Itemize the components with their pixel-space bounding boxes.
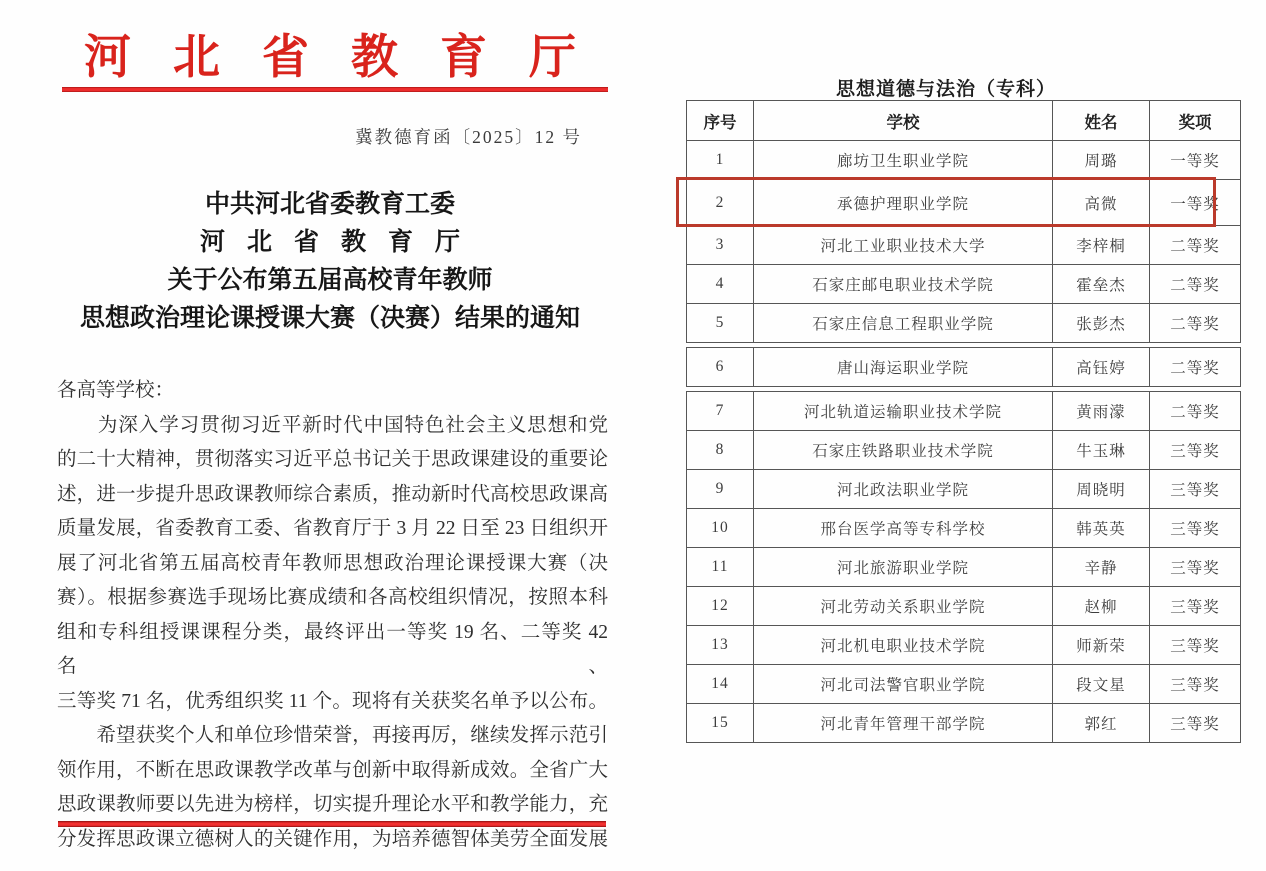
body-line: 为深入学习贯彻习近平新时代中国特色社会主义思想和党 — [57, 414, 608, 436]
cell-name: 韩英英 — [1053, 509, 1150, 548]
table-row — [687, 141, 1241, 180]
cell-award: 三等奖 — [1150, 509, 1241, 548]
award-table — [686, 100, 1220, 743]
cell-school: 河北工业职业技术大学 — [754, 226, 1053, 265]
table-row — [687, 180, 1241, 226]
table-row — [687, 392, 1241, 431]
cell-name: 师新荣 — [1053, 626, 1150, 665]
body-line: 思政课教师要以先进为榜样，切实提升理论水平和教学能力，充 — [57, 794, 608, 815]
cell-seq: 4 — [687, 265, 754, 304]
cell-school: 廊坊卫生职业学院 — [754, 141, 1053, 180]
col-header-seq: 序号 — [687, 101, 754, 141]
table-row — [687, 509, 1241, 548]
cell-seq: 15 — [687, 704, 754, 743]
cell-award: 二等奖 — [1150, 392, 1241, 431]
body-line: 述，进一步提升思政课教师综合素质，推动新时代高校思政课高 — [57, 483, 608, 505]
cell-seq: 6 — [687, 348, 754, 387]
title-line-1: 中共河北省委教育工委 — [204, 191, 455, 218]
cell-award: 一等奖 — [1150, 180, 1241, 226]
cell-name: 段文星 — [1053, 665, 1150, 704]
table-row — [687, 304, 1241, 343]
body-line: 各高等学校： — [57, 380, 175, 401]
award-table-segment-2 — [686, 347, 1241, 387]
table-row — [687, 265, 1241, 304]
cell-award: 三等奖 — [1150, 626, 1241, 665]
body-line: 希望获奖个人和单位珍惜荣誉，再接再厉，继续发挥示范引 — [57, 725, 608, 746]
cell-seq: 8 — [687, 431, 754, 470]
table-row — [687, 548, 1241, 587]
body-line: 赛）。根据参赛选手现场比赛成绩和各高校组织情况，按照本科 — [57, 587, 608, 608]
award-table-segment-3 — [686, 391, 1241, 743]
title-line-2: 河北省教育厅 — [199, 229, 482, 256]
col-header-award: 奖项 — [1150, 101, 1241, 141]
table-title: 思想道德与法治（专科） — [835, 79, 1056, 100]
cell-seq: 9 — [687, 470, 754, 509]
letterhead-red-rule — [62, 87, 608, 92]
cell-award: 一等奖 — [1150, 141, 1241, 180]
cell-name: 郭红 — [1053, 704, 1150, 743]
cell-award: 二等奖 — [1150, 226, 1241, 265]
cell-seq: 1 — [687, 141, 754, 180]
cell-school: 河北轨道运输职业技术学院 — [754, 392, 1053, 431]
body-line: 质量发展，省委教育工委、省教育厅于 3 月 22 日至 23 日组织开 — [57, 518, 608, 539]
table-row — [687, 587, 1241, 626]
notice-title — [20, 186, 640, 338]
body-line: 三等奖 71 名，优秀组织奖 11 个。现将有关获奖名单予以公布。 — [57, 690, 608, 712]
cell-name: 周晓明 — [1053, 470, 1150, 509]
cell-name: 霍垒杰 — [1053, 265, 1150, 304]
cell-seq: 13 — [687, 626, 754, 665]
body-line: 组和专科组授课课程分类，最终评出一等奖 19 名、二等奖 42 名、 — [57, 621, 608, 677]
cell-name: 高微 — [1053, 180, 1150, 226]
cell-award: 三等奖 — [1150, 665, 1241, 704]
cell-name: 张彭杰 — [1053, 304, 1150, 343]
body-line: 领作用，不断在思政课教学改革与创新中取得新成效。全省广大 — [57, 759, 608, 781]
cell-name: 赵柳 — [1053, 587, 1150, 626]
cell-seq: 2 — [687, 180, 754, 226]
notice-body — [57, 374, 608, 857]
cell-award: 三等奖 — [1150, 470, 1241, 509]
cell-award: 三等奖 — [1150, 431, 1241, 470]
body-line: 的二十大精神，贯彻落实习近平总书记关于思政课建设的重要论 — [57, 449, 608, 470]
cell-seq: 12 — [687, 587, 754, 626]
cell-school: 石家庄邮电职业技术学院 — [754, 265, 1053, 304]
cell-award: 二等奖 — [1150, 265, 1241, 304]
cell-school: 河北劳动关系职业学院 — [754, 587, 1053, 626]
cell-school: 河北政法职业学院 — [754, 470, 1053, 509]
table-row — [687, 348, 1241, 387]
document-number: 冀教德育函〔2025〕12 号 — [355, 127, 582, 147]
cell-seq: 10 — [687, 509, 754, 548]
cell-name: 周璐 — [1053, 141, 1150, 180]
table-row — [687, 470, 1241, 509]
table-header-row — [687, 101, 1241, 141]
award-table-page — [660, 0, 1266, 871]
cell-name: 黄雨濛 — [1053, 392, 1150, 431]
table-row — [687, 226, 1241, 265]
award-table-segment-1 — [686, 100, 1241, 343]
cell-school: 河北机电职业技术学院 — [754, 626, 1053, 665]
table-row — [687, 431, 1241, 470]
title-line-3: 关于公布第五届高校青年教师 — [167, 267, 493, 294]
cell-name: 高钰婷 — [1053, 348, 1150, 387]
col-header-name: 姓名 — [1053, 101, 1150, 141]
cell-award: 三等奖 — [1150, 704, 1241, 743]
col-header-school: 学校 — [754, 101, 1053, 141]
footer-red-rule — [58, 821, 606, 827]
cell-seq: 7 — [687, 392, 754, 431]
table-row — [687, 626, 1241, 665]
table-row — [687, 665, 1241, 704]
table-row — [687, 704, 1241, 743]
cell-name: 李梓桐 — [1053, 226, 1150, 265]
cell-school: 唐山海运职业学院 — [754, 348, 1053, 387]
cell-name: 辛静 — [1053, 548, 1150, 587]
body-line: 展了河北省第五届高校青年教师思想政治理论课授课大赛（决 — [57, 552, 608, 574]
cell-seq: 14 — [687, 665, 754, 704]
cell-school: 河北青年管理干部学院 — [754, 704, 1053, 743]
cell-school: 石家庄铁路职业技术学院 — [754, 431, 1053, 470]
cell-school: 河北旅游职业学院 — [754, 548, 1053, 587]
cell-award: 二等奖 — [1150, 304, 1241, 343]
cell-school: 邢台医学高等专科学校 — [754, 509, 1053, 548]
cell-seq: 3 — [687, 226, 754, 265]
cell-school: 河北司法警官职业学院 — [754, 665, 1053, 704]
cell-name: 牛玉琳 — [1053, 431, 1150, 470]
cell-school: 石家庄信息工程职业学院 — [754, 304, 1053, 343]
title-line-4: 思想政治理论课授课大赛（决赛）结果的通知 — [79, 305, 580, 332]
agency-letterhead: 河北省教育厅 — [84, 32, 618, 84]
body-line: 分发挥思政课立德树人的关键作用，为培养德智体美劳全面发展 — [57, 828, 608, 850]
cell-seq: 11 — [687, 548, 754, 587]
cell-award: 三等奖 — [1150, 548, 1241, 587]
cell-award: 三等奖 — [1150, 587, 1241, 626]
cell-award: 二等奖 — [1150, 348, 1241, 387]
cell-seq: 5 — [687, 304, 754, 343]
cell-school: 承德护理职业学院 — [754, 180, 1053, 226]
